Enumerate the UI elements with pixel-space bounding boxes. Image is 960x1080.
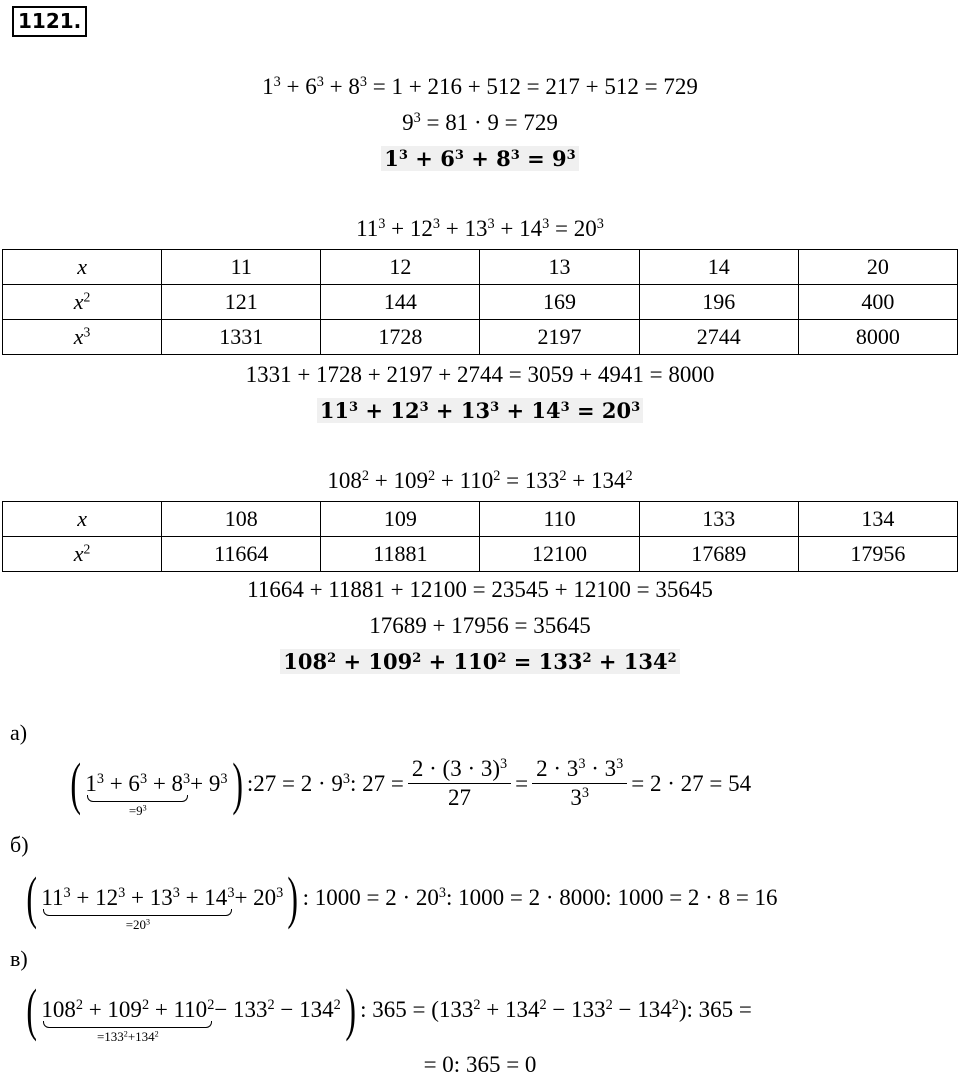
table-cell: x xyxy=(3,502,162,537)
task-number: 1121. xyxy=(12,6,87,37)
label-b: б) xyxy=(10,832,29,857)
table-cell: 1728 xyxy=(321,320,480,355)
table-cell: 11881 xyxy=(321,537,480,572)
part2-equation: $11^3 + 12^3 + 13^3 + 14^3 = 20^3$ xyxy=(356,216,604,241)
part3-sum1: 11664 + 11881 + 12100 = 23545 + 12100 = 35645 xyxy=(247,577,713,602)
paren-open: ( xyxy=(26,864,37,930)
table-cell: 12100 xyxy=(480,537,639,572)
table-cell: $x^2$ xyxy=(3,537,162,572)
underbrace-c-note: $=133^2+134^2$ xyxy=(96,1028,159,1044)
table-cell: 2197 xyxy=(480,320,639,355)
table-row xyxy=(3,250,958,285)
fraction-2: $\frac{2 \cdot 3^3 \cdot 3^3}{3^3}$ xyxy=(532,755,627,812)
table-row xyxy=(3,502,958,537)
paren-close: ) xyxy=(231,750,243,816)
underbrace-b: $11^3 + 12^3 + 13^3 + 14^3$ $=20^3$ xyxy=(41,884,235,932)
table-cell: 144 xyxy=(321,285,480,320)
fraction-1: $\frac{2 \cdot (3 \cdot 3)^3}{27}$ xyxy=(408,755,511,812)
table-cell: 8000 xyxy=(798,320,957,355)
table-cell: 121 xyxy=(162,285,321,320)
paren-close: ) xyxy=(287,864,299,930)
table-cell: $x^2$ xyxy=(3,285,162,320)
underbrace-c: $108^2 + 109^2 + 110^2$ $=133^2+134^2$ xyxy=(41,996,215,1044)
paren-close: ) xyxy=(345,976,356,1042)
table-cell: 13 xyxy=(480,250,639,285)
squares-table xyxy=(2,501,958,572)
table-cell: 11 xyxy=(162,250,321,285)
label-c: в) xyxy=(10,946,28,971)
table-cell: 20 xyxy=(798,250,957,285)
cubes-table xyxy=(2,249,958,355)
part2-sum: 1331 + 1728 + 2197 + 2744 = 3059 + 4941 = 8000 xyxy=(245,362,715,387)
table-cell: 2744 xyxy=(639,320,798,355)
expression-c-final: = 0: 365 = 0 xyxy=(423,1052,537,1077)
expression-b: ( $11^3 + 12^3 + 13^3 + 14^3$ $=20^3$ + $20^3$) : $1000 = 2 \cdot 20^3$: 1000 = 2 · 8000: 1000 = 2 · 8 = 16 xyxy=(26,864,778,932)
table-row xyxy=(3,285,958,320)
table-cell: 17956 xyxy=(798,537,957,572)
table-cell: 14 xyxy=(639,250,798,285)
table-row xyxy=(3,537,958,572)
table-cell: 110 xyxy=(480,502,639,537)
paren-open: ( xyxy=(70,750,81,816)
table-cell: 12 xyxy=(321,250,480,285)
part1-line2: $9^3 = 81 \cdot 9 = 729$ xyxy=(402,110,558,135)
part1-result: $1^3 + 6^3 + 8^3 = 9^3$ xyxy=(0,144,960,174)
table-cell: 17689 xyxy=(639,537,798,572)
table-cell: 133 xyxy=(639,502,798,537)
underbrace-a: $1^3 + 6^3 + 8^3$ $=9^3$ xyxy=(85,770,191,818)
underbrace-a-note: $=9^3$ xyxy=(128,802,147,818)
paren-open: ( xyxy=(26,976,37,1042)
part3-equation: $108^2 + 109^2 + 110^2 = 133^2 + 134^2$ xyxy=(327,468,633,493)
part3-result: $108^2 + 109^2 + 110^2 = 133^2 + 134^2$ xyxy=(0,647,960,677)
label-a: а) xyxy=(10,720,28,745)
table-row xyxy=(3,320,958,355)
table-cell: $x^3$ xyxy=(3,320,162,355)
table-cell: 400 xyxy=(798,285,957,320)
underbrace-b-note: $=20^3$ xyxy=(125,916,151,932)
part1-line1: $1^3 + 6^3 + 8^3 = 1 + 216 + 512 = 217 + 512 = 729$ xyxy=(262,74,698,99)
part3-sum2: 17689 + 17956 = 35645 xyxy=(369,613,591,638)
table-cell: 169 xyxy=(480,285,639,320)
table-cell: 11664 xyxy=(162,537,321,572)
expression-c: ( $108^2 + 109^2 + 110^2$ $=133^2+134^2$ − $133^2 - 134^2$) : $365 = (133^2 + 134^2 - 133^2 - 134^2)$: 365 = xyxy=(26,976,752,1044)
table-cell: 1331 xyxy=(162,320,321,355)
table-cell: x xyxy=(3,250,162,285)
expression-a: ( $1^3 + 6^3 + 8^3$ $=9^3$ + $9^3$) :27 = $2 \cdot 9^3$: 27 = $\frac{2 \cdot (3 \cdot 3)^3}{27}$ = $\frac{2 \cdot 3^3 \cdot 3^3}{3^3}$ = 2 · 27 = 54 xyxy=(70,750,752,818)
table-cell: 108 xyxy=(162,502,321,537)
table-cell: 134 xyxy=(798,502,957,537)
part2-result: $11^3 + 12^3 + 13^3 + 14^3 = 20^3$ xyxy=(0,396,960,426)
table-cell: 196 xyxy=(639,285,798,320)
table-cell: 109 xyxy=(321,502,480,537)
